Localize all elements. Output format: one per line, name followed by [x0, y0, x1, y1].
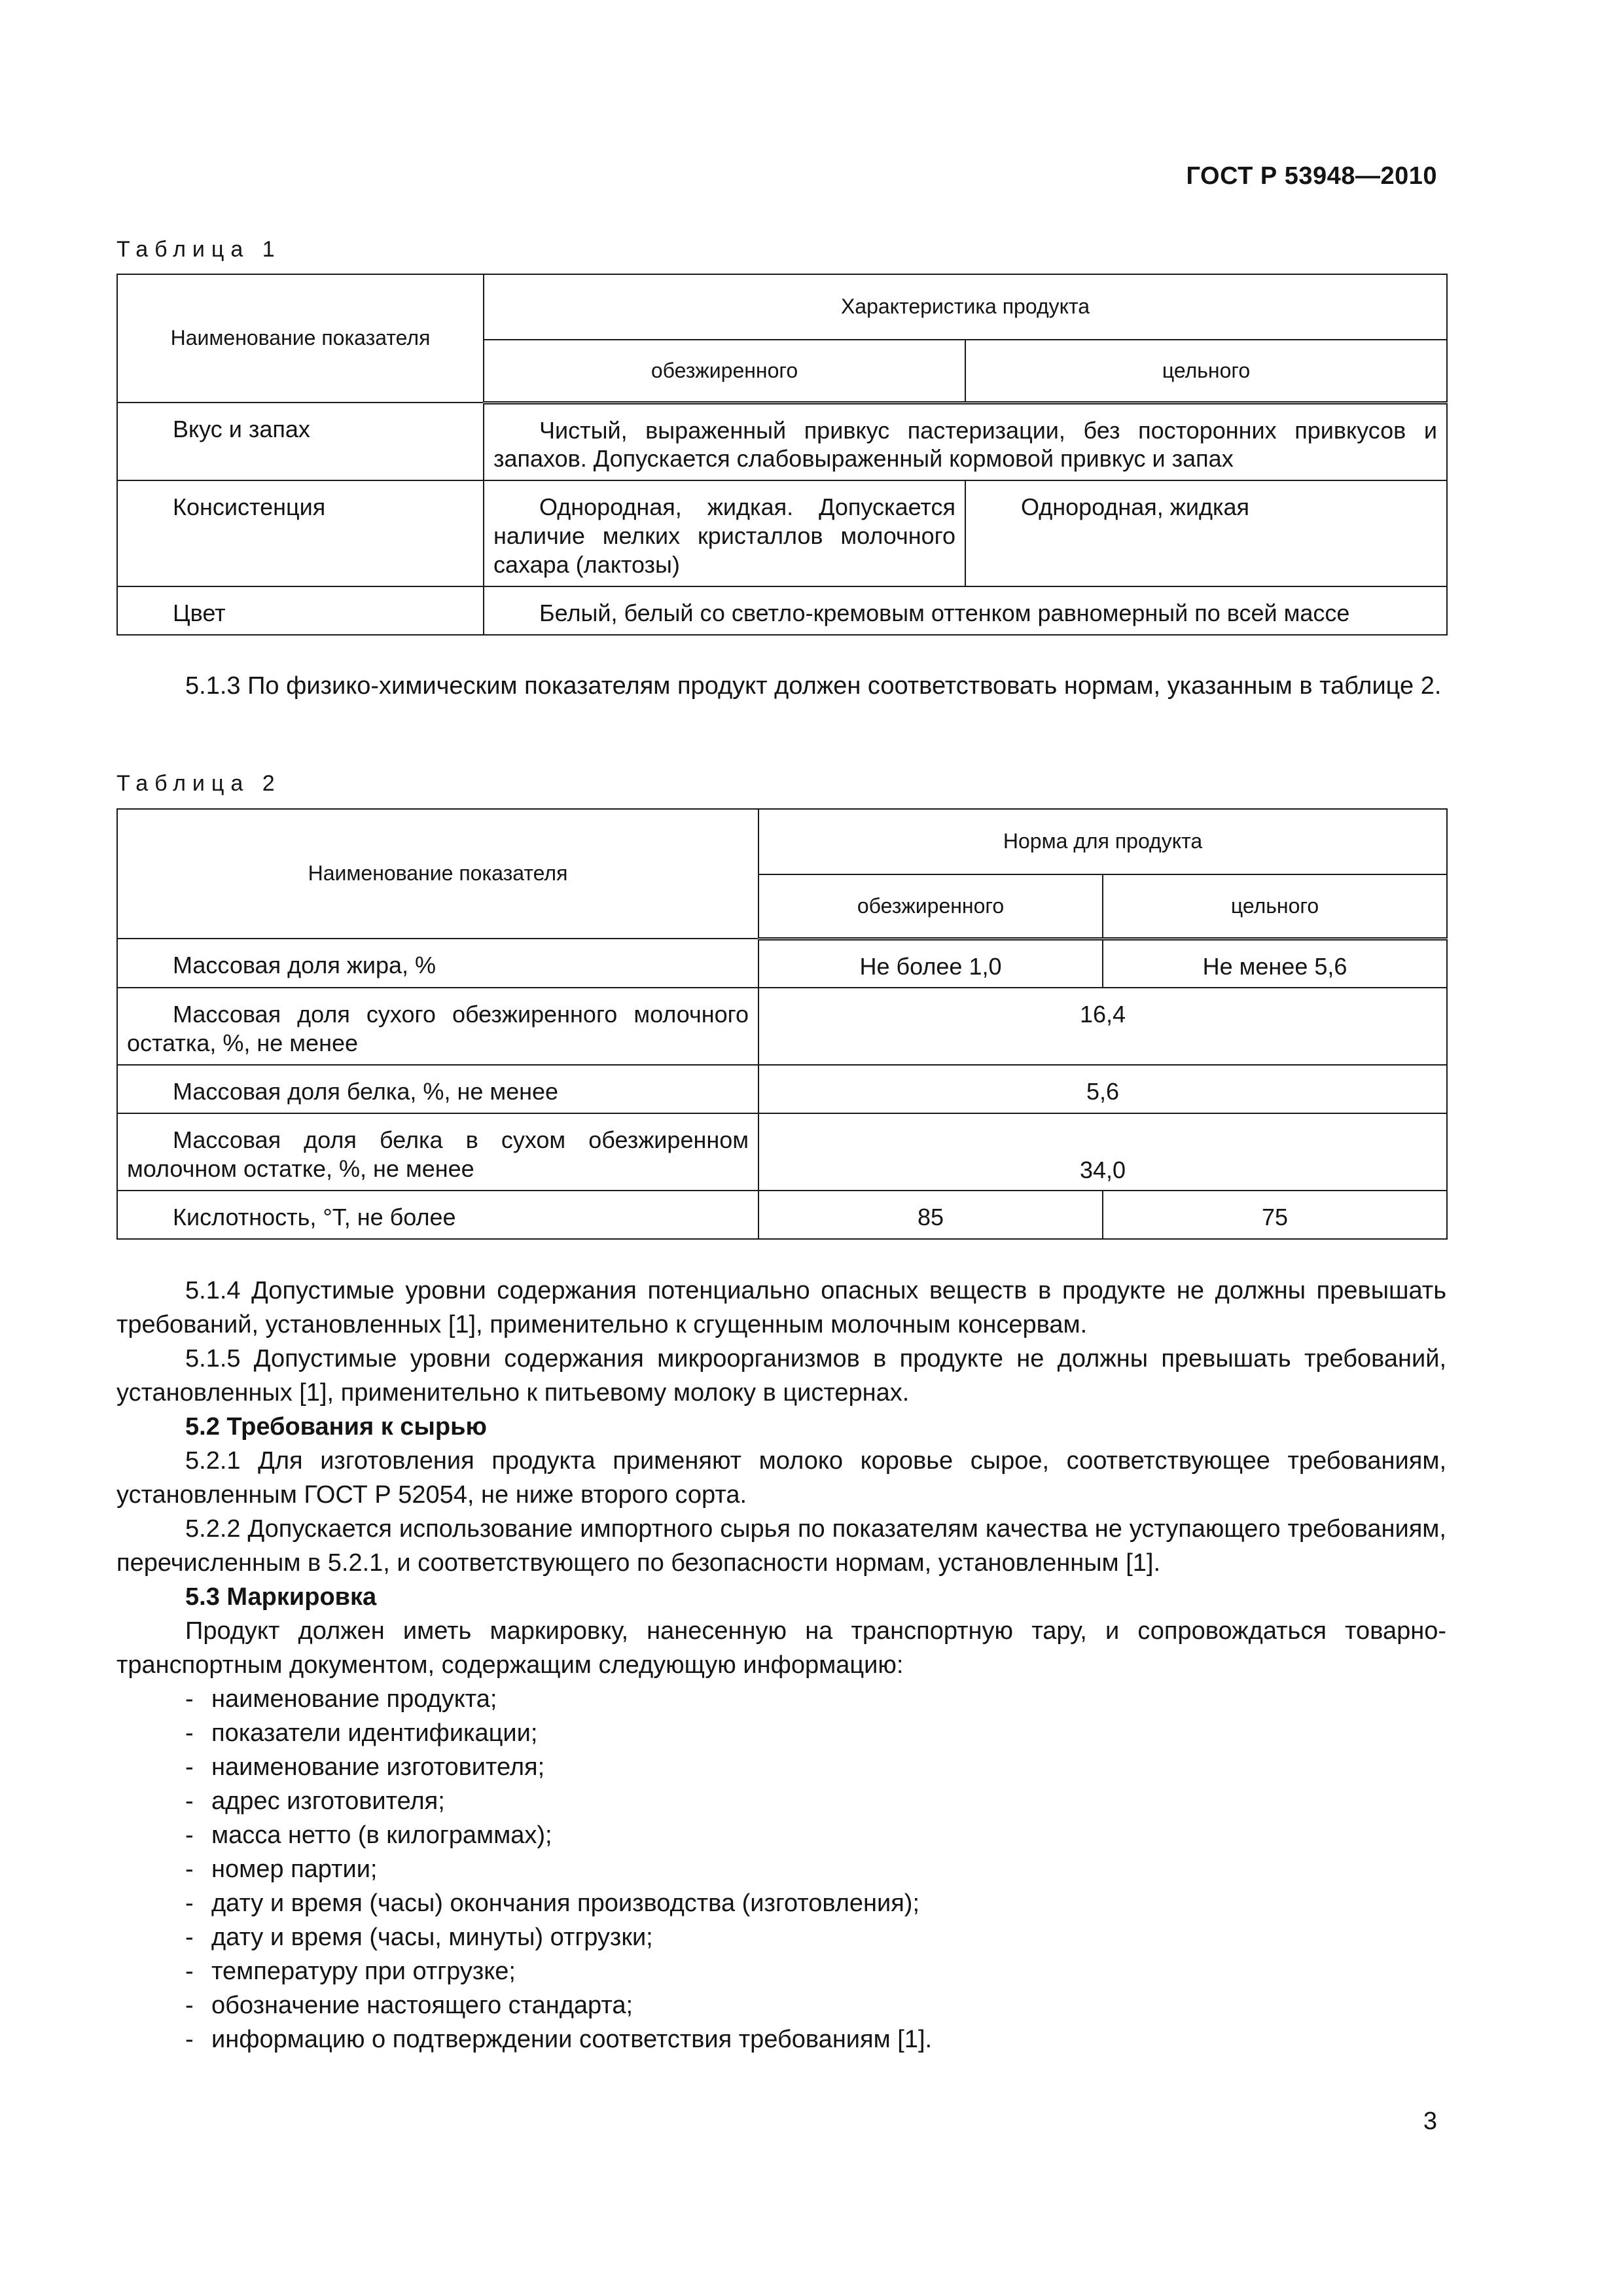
table2-row-value: 34,0 — [758, 1113, 1447, 1191]
list-item — [185, 1682, 1446, 1716]
list-item-text: номер партии; — [211, 1856, 378, 1883]
body-text — [116, 1274, 1446, 2056]
table1-col-b: цельного — [965, 340, 1447, 403]
table2-caption: Таблица 2 — [116, 771, 281, 796]
list-dash: - — [185, 1821, 194, 1849]
table2-col-b: цельного — [1103, 874, 1447, 939]
list-dash: - — [185, 1924, 194, 1951]
table2-row-value-b: Не менее 5,6 — [1103, 939, 1447, 988]
list-dash: - — [185, 1787, 194, 1815]
paragraph-5-3: Продукт должен иметь маркировку, нанесенную на транспортную тару, и сопровождаться товарно-транспортным документом, содержащим следующую информацию: — [116, 1617, 1446, 1679]
table2-row-name: Массовая доля сухого обезжиренного молочного остатка, %, не менее — [117, 988, 758, 1065]
page-number: 3 — [1423, 2108, 1437, 2135]
list-dash: - — [185, 1856, 194, 1883]
list-item — [185, 1852, 1446, 1886]
table2-row-name: Массовая доля белка в сухом обезжиренном молочном остатке, %, не менее — [117, 1113, 758, 1191]
list-item-text: наименование продукта; — [211, 1685, 497, 1713]
list-dash: - — [185, 2026, 194, 2053]
list-item-text: наименование изготовителя; — [211, 1753, 545, 1781]
table1-row-name: Цвет — [117, 586, 484, 635]
list-dash: - — [185, 1890, 194, 1917]
table2-row-value-a: Не более 1,0 — [758, 939, 1103, 988]
table1 — [116, 274, 1448, 636]
table1-col-a: обезжиренного — [484, 340, 965, 403]
list-item — [185, 1818, 1446, 1852]
table1-row-value: Чистый, выраженный привкус пастеризации, без посторонних привкусов и запахов. Допускается слабовыраженный кормовой привкус и запах — [484, 403, 1447, 480]
table2-row-value-b: 75 — [1103, 1191, 1447, 1239]
list-dash: - — [185, 1719, 194, 1747]
list-dash: - — [185, 1753, 194, 1781]
table2 — [116, 808, 1448, 1240]
table1-row-value-b: Однородная, жидкая — [965, 480, 1447, 586]
table2-row-name: Массовая доля жира, % — [117, 939, 758, 988]
table-row — [117, 988, 1447, 1065]
list-item-text: адрес изготовителя; — [211, 1787, 445, 1815]
section-heading-5-3: 5.3 Маркировка — [185, 1583, 377, 1611]
table2-row-value-a: 85 — [758, 1191, 1103, 1239]
table-row — [117, 1113, 1447, 1191]
table1-col-name: Наименование показателя — [117, 274, 484, 403]
table2-col-a: обезжиренного — [758, 874, 1103, 939]
table-row — [117, 403, 1447, 480]
table1-row-name: Консистенция — [117, 480, 484, 586]
list-item — [185, 2022, 1446, 2056]
list-item-text: температуру при отгрузке; — [211, 1958, 516, 1985]
paragraph-5-2-1: 5.2.1 Для изготовления продукта применяют молоко коровье сырое, соответствующее требованиям, установленным ГОСТ Р 52054, не ниже второго сорта. — [116, 1447, 1446, 1509]
list-item — [185, 1920, 1446, 1954]
list-item-text: масса нетто (в килограммах); — [211, 1821, 552, 1849]
list-dash: - — [185, 1685, 194, 1713]
table1-col-group: Характеристика продукта — [484, 274, 1447, 340]
list-item-text: дату и время (часы, минуты) отгрузки; — [211, 1924, 653, 1951]
list-item — [185, 1750, 1446, 1784]
section-heading-5-2: 5.2 Требования к сырью — [185, 1413, 487, 1441]
list-item-text: показатели идентификации; — [211, 1719, 538, 1747]
list-item-text: дату и время (часы) окончания производства (изготовления); — [211, 1890, 919, 1917]
document-id: ГОСТ Р 53948—2010 — [1186, 162, 1437, 190]
paragraph-5-1-3: 5.1.3 По физико-химическим показателям продукт должен соответствовать нормам, указанным в таблице 2. — [185, 672, 1442, 700]
table2-row-value: 16,4 — [758, 988, 1447, 1065]
list-dash: - — [185, 1958, 194, 1985]
table1-row-value: Белый, белый со светло-кремовым оттенком равномерный по всей массе — [484, 586, 1447, 635]
paragraph-5-1-5: 5.1.5 Допустимые уровни содержания микроорганизмов в продукте не должны превышать требований, установленных [1], применительно к питьевому молоку в цистернах. — [116, 1345, 1446, 1407]
paragraph-5-1-4: 5.1.4 Допустимые уровни содержания потенциально опасных веществ в продукте не должны превышать требований, установленных [1], применительно к сгущенным молочным консервам. — [116, 1277, 1446, 1338]
list-item — [185, 1716, 1446, 1750]
table2-row-value: 5,6 — [758, 1065, 1447, 1113]
paragraph-5-1-3-block — [116, 669, 1446, 703]
table-row — [117, 1191, 1447, 1239]
list-dash: - — [185, 1992, 194, 2019]
list-item-text: обозначение настоящего стандарта; — [211, 1992, 633, 2019]
table1-caption: Таблица 1 — [116, 237, 281, 262]
table-row — [117, 480, 1447, 586]
list-item — [185, 1784, 1446, 1818]
list-item-text: информацию о подтверждении соответствия требованиям [1]. — [211, 2026, 933, 2053]
table-row — [117, 1065, 1447, 1113]
list-item — [185, 1954, 1446, 1988]
list-item — [185, 1988, 1446, 2022]
table-row — [117, 586, 1447, 635]
table1-row-value-a: Однородная, жидкая. Допускается наличие мелких кристаллов молочного сахара (лактозы) — [484, 480, 965, 586]
marking-list — [116, 1682, 1446, 2056]
list-item — [185, 1886, 1446, 1920]
table2-row-name: Кислотность, °Т, не более — [117, 1191, 758, 1239]
table2-col-group: Норма для продукта — [758, 809, 1447, 874]
table2-col-name: Наименование показателя — [117, 809, 758, 939]
table1-row-name: Вкус и запах — [117, 403, 484, 480]
table-row — [117, 939, 1447, 988]
paragraph-5-2-2: 5.2.2 Допускается использование импортного сырья по показателям качества не уступающего требованиям, перечисленным в 5.2.1, и соответствующего по безопасности нормам, установленным [1]. — [116, 1515, 1446, 1577]
table2-row-name: Массовая доля белка, %, не менее — [117, 1065, 758, 1113]
